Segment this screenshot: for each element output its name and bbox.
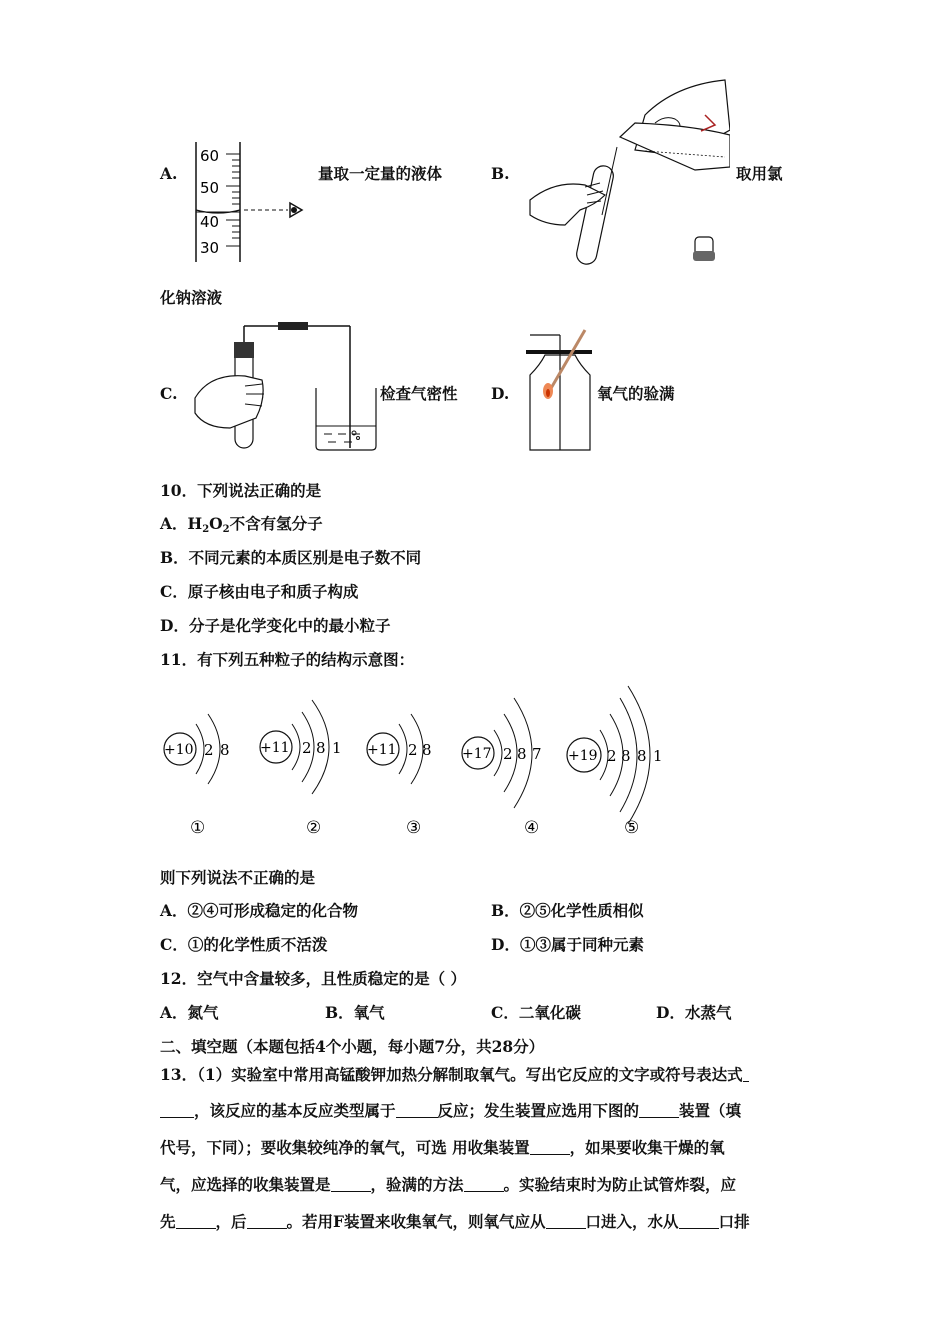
q13-line-3 [160,1138,725,1158]
q9-option-b-label: B. [491,164,510,183]
particle-1 [164,714,230,838]
q12-option-a: A．氮气 [160,1003,219,1022]
graduated-cylinder-figure [188,140,318,270]
particle-5-shell-4: 1 [653,747,663,765]
particle-5-shell-3: 8 [637,747,647,765]
q13-line-3-a: 代号，下同）；要收集较纯净的氧气，可选 用收集装置 [160,1138,530,1157]
answer-blank [639,1103,679,1118]
q13-line-5-e: 口排 [718,1212,750,1231]
q10-stem: 10．下列说法正确的是 [160,481,322,500]
q11-stem: 11．有下列五种粒子的结构示意图： [160,650,415,669]
answer-blank [546,1214,586,1229]
particle-2-nucleus: +11 [260,740,290,756]
q9-option-a-text: 量取一定量的液体 [318,164,443,183]
particle-1-shell-2: 8 [220,741,230,759]
particle-2-label: ② [306,818,322,838]
q13-line-5 [160,1212,750,1232]
particle-5-label: ⑤ [624,818,640,838]
q10-option-c: C．原子核由电子和质子构成 [160,582,359,601]
cylinder-tick-30: 30 [200,239,220,257]
airtightness-check-figure [190,318,380,458]
q13-line-5-d: 口进入，水从 [585,1212,679,1231]
particle-5-shell-2: 8 [621,747,631,765]
atom-structure-diagrams [150,680,690,840]
q9-option-b-text-2: 化钠溶液 [160,288,223,307]
pouring-liquid-figure [525,75,730,275]
oxygen-full-check-figure [520,325,595,455]
answer-blank [160,1103,194,1118]
answer-blank [331,1177,371,1192]
q9-option-d-text: 氧气的验满 [597,384,675,403]
answer-blank [464,1177,504,1192]
q12-stem: 12．空气中含量较多，且性质稳定的是（ ） [160,969,466,988]
particle-5-nucleus: +19 [568,748,598,764]
particle-3-nucleus: +11 [367,742,397,758]
answer-blank [247,1214,287,1229]
q10-option-b: B．不同元素的本质区别是电子数不同 [160,548,422,567]
formula-o: O [209,514,223,533]
q10-option-a [160,514,323,540]
q9-option-b-text-1: 取用氯 [736,164,783,183]
q13-line-1-text: 13．（1）实验室中常用高锰酸钾加热分解制取氧气。写出它反应的文字或符号表达式 [160,1065,743,1084]
particle-2-shell-3: 1 [332,739,342,757]
particle-3-label: ③ [406,818,422,838]
particle-5 [567,686,663,838]
q9-option-c-label: C. [160,384,178,403]
q13-line-4-c: 。实验结束时为防止试管炸裂，应 [503,1175,737,1194]
formula-sub-1: 2 [202,524,210,535]
particle-1-shell-1: 2 [204,741,214,759]
q13-line-4 [160,1175,736,1195]
q13-line-5-a: 先 [160,1212,176,1231]
particle-4-nucleus: +17 [462,746,492,762]
particle-2 [260,700,342,838]
q9-option-c-text: 检查气密性 [380,384,458,403]
q11-option-d: D．①③属于同种元素 [491,935,644,954]
particle-4 [462,698,542,838]
particle-4-shell-1: 2 [503,745,513,763]
q10-option-a-label: A． [160,514,188,533]
formula-sub-2: 2 [222,524,230,535]
particle-4-shell-3: 7 [532,745,542,763]
q12-option-c: C．二氧化碳 [491,1003,581,1022]
answer-blank [530,1140,570,1155]
answer-blank [176,1214,216,1229]
q13-line-2-c: 装置（填 [679,1101,742,1120]
cylinder-tick-40: 40 [200,213,220,231]
q11-option-a: A．②④可形成稳定的化合物 [160,901,359,920]
q11-option-c: C．①的化学性质不活泼 [160,935,328,954]
q13-line-4-a: 气，应选择的收集装置是 [160,1175,331,1194]
q13-line-2-a: ，该反应的基本反应类型属于 [194,1101,396,1120]
section-2-title: 二、填空题（本题包括4个小题，每小题7分，共28分） [160,1037,545,1056]
answer-blank [743,1067,749,1082]
q13-line-5-b: ，后 [215,1212,247,1231]
particle-3-shell-1: 2 [408,741,418,759]
q11-option-b: B．②⑤化学性质相似 [491,901,644,920]
q11-question: 则下列说法不正确的是 [160,868,316,887]
q9-option-a-label: A. [160,164,178,183]
particle-3-shell-2: 8 [422,741,432,759]
particle-5-shell-1: 2 [607,747,617,765]
q13-line-2 [160,1101,741,1121]
q13-line-3-b: ，如果要收集干燥的氧 [569,1138,725,1157]
q13-line-4-b: ，验满的方法 [370,1175,464,1194]
q9-option-d-label: D. [491,384,510,403]
particle-2-shell-2: 8 [316,739,326,757]
q13-line-5-c: 。若用F装置来收集氧气，则氧气应从 [286,1212,546,1231]
formula-h: H [187,514,203,533]
q10-option-d: D．分子是化学变化中的最小粒子 [160,616,391,635]
cylinder-tick-60: 60 [200,147,220,165]
particle-3 [367,714,432,838]
particle-1-nucleus: +10 [164,742,194,758]
particle-2-shell-1: 2 [302,739,312,757]
q12-option-d: D．水蒸气 [656,1003,732,1022]
cylinder-tick-50: 50 [200,179,220,197]
particle-4-shell-2: 8 [517,745,527,763]
q13-line-1 [160,1065,749,1085]
q10-option-a-text: 不含有氢分子 [229,514,323,533]
particle-1-label: ① [190,818,206,838]
answer-blank [679,1214,719,1229]
q12-option-b: B．氧气 [325,1003,385,1022]
answer-blank [396,1103,438,1118]
q13-line-2-b: 反应；发生装置应选用下图的 [437,1101,640,1120]
particle-4-label: ④ [524,818,540,838]
